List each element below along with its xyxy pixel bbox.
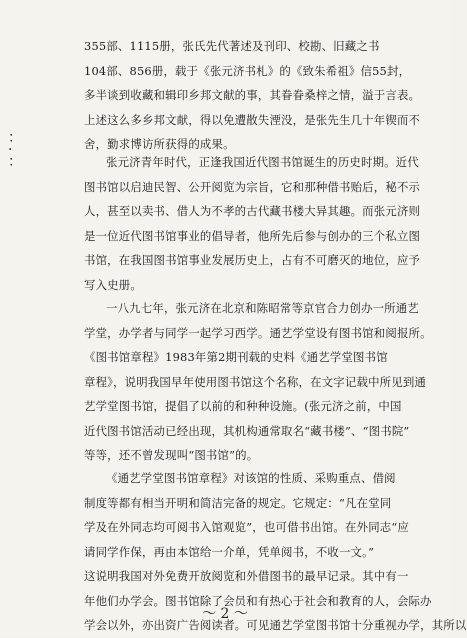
text-line: 学及在外同志均可阅书入馆观览”，也可借书出馆。在外同志“应 [84, 520, 409, 534]
text-line: 近代图书馆活动已经出现，其机构通常取名“藏书楼”、“图书院” [84, 423, 410, 438]
text-line: 355部、1115册，张氏先代著述及刊印、校勘、旧藏之书 [84, 39, 380, 53]
text-line: 多半谈到收藏和辑印乡邦文献的事，其眷眷桑梓之情，溢于言表。 [84, 88, 421, 102]
text-line: 一八九七年，张元济在北京和陈昭常等京官合力创办一所通艺 [106, 301, 419, 315]
text-line: 请同学作保，再由本馆给一介单，凭单阅书，不收一文。” [84, 544, 375, 559]
paragraph-1 [84, 34, 424, 157]
paragraph-3 [84, 296, 432, 468]
text-line: 舍，勤求博访所获得的成果。 [84, 137, 235, 151]
text-line: 图书馆以启迪民智、公开阅览为宗旨，它和那种借书贻后，秘不示 [84, 179, 421, 194]
text-line: 这说明我国对外免费开放阅览和外借图书的最早记录。其中有一 [84, 569, 409, 583]
text-line: 艺学堂图书馆，提倡了以前的和种种设施。(张元济之前，中国 [84, 399, 402, 413]
text-line: 《通艺学堂图书馆章程》对该馆的性质、采购重点、借阅 [106, 471, 396, 485]
text-line: 104部、856册，载于《张元济书札》的《致朱希祖》信55封， [84, 63, 411, 78]
text-line: 张元济青年时代，正逢我国近代图书馆诞生的历史时期。近代 [106, 155, 419, 169]
text-line: 书馆，在我国图书馆事业发展历史上，占有不可磨灭的地位，应予 [84, 253, 421, 267]
text-line: 是一位近代图书馆事业的倡导者，他所先后参与创办的三个私立图 [84, 228, 421, 243]
text-line: 年他们办学会。图书馆除了会员和有热心于社会和教育的人，会际办 [84, 593, 432, 608]
text-line: 写入史册。 [84, 277, 142, 292]
text-line: 学会以外，亦出资广告阅读者。可见通艺学堂图书馆十分重视办学，其所以 [84, 618, 467, 632]
text-line: 章程》，说明我国早年使用图书馆这个名称，在文字记载中所见到通 [84, 374, 427, 389]
paragraph-2 [84, 150, 424, 297]
text-line: 制度等都有相当开明和简洁完备的规定。它规定：“凡在堂同 [84, 495, 392, 510]
text-line: 学堂，办学者与同学一起学习西学。通艺学堂设有图书馆和阅报所。 [84, 325, 432, 340]
text-line: 人，甚至以卖书、借人为不孝的古代藏书楼大异其趣。而张元济则 [84, 204, 421, 218]
text-line: 上述这么多乡邦文献，得以免遭散失湮没，是张先生几十年锲而不 [84, 112, 421, 127]
text-line: 《图书馆章程》1983年第2期刊载的史料《通艺学堂图书馆 [84, 350, 388, 364]
margin-binding-mark: ： · ： [8, 130, 22, 170]
text-line: 等等，还不曾发现叫“图书馆”的。 [84, 448, 259, 462]
page-number: ～ 2 ～ [202, 606, 248, 622]
